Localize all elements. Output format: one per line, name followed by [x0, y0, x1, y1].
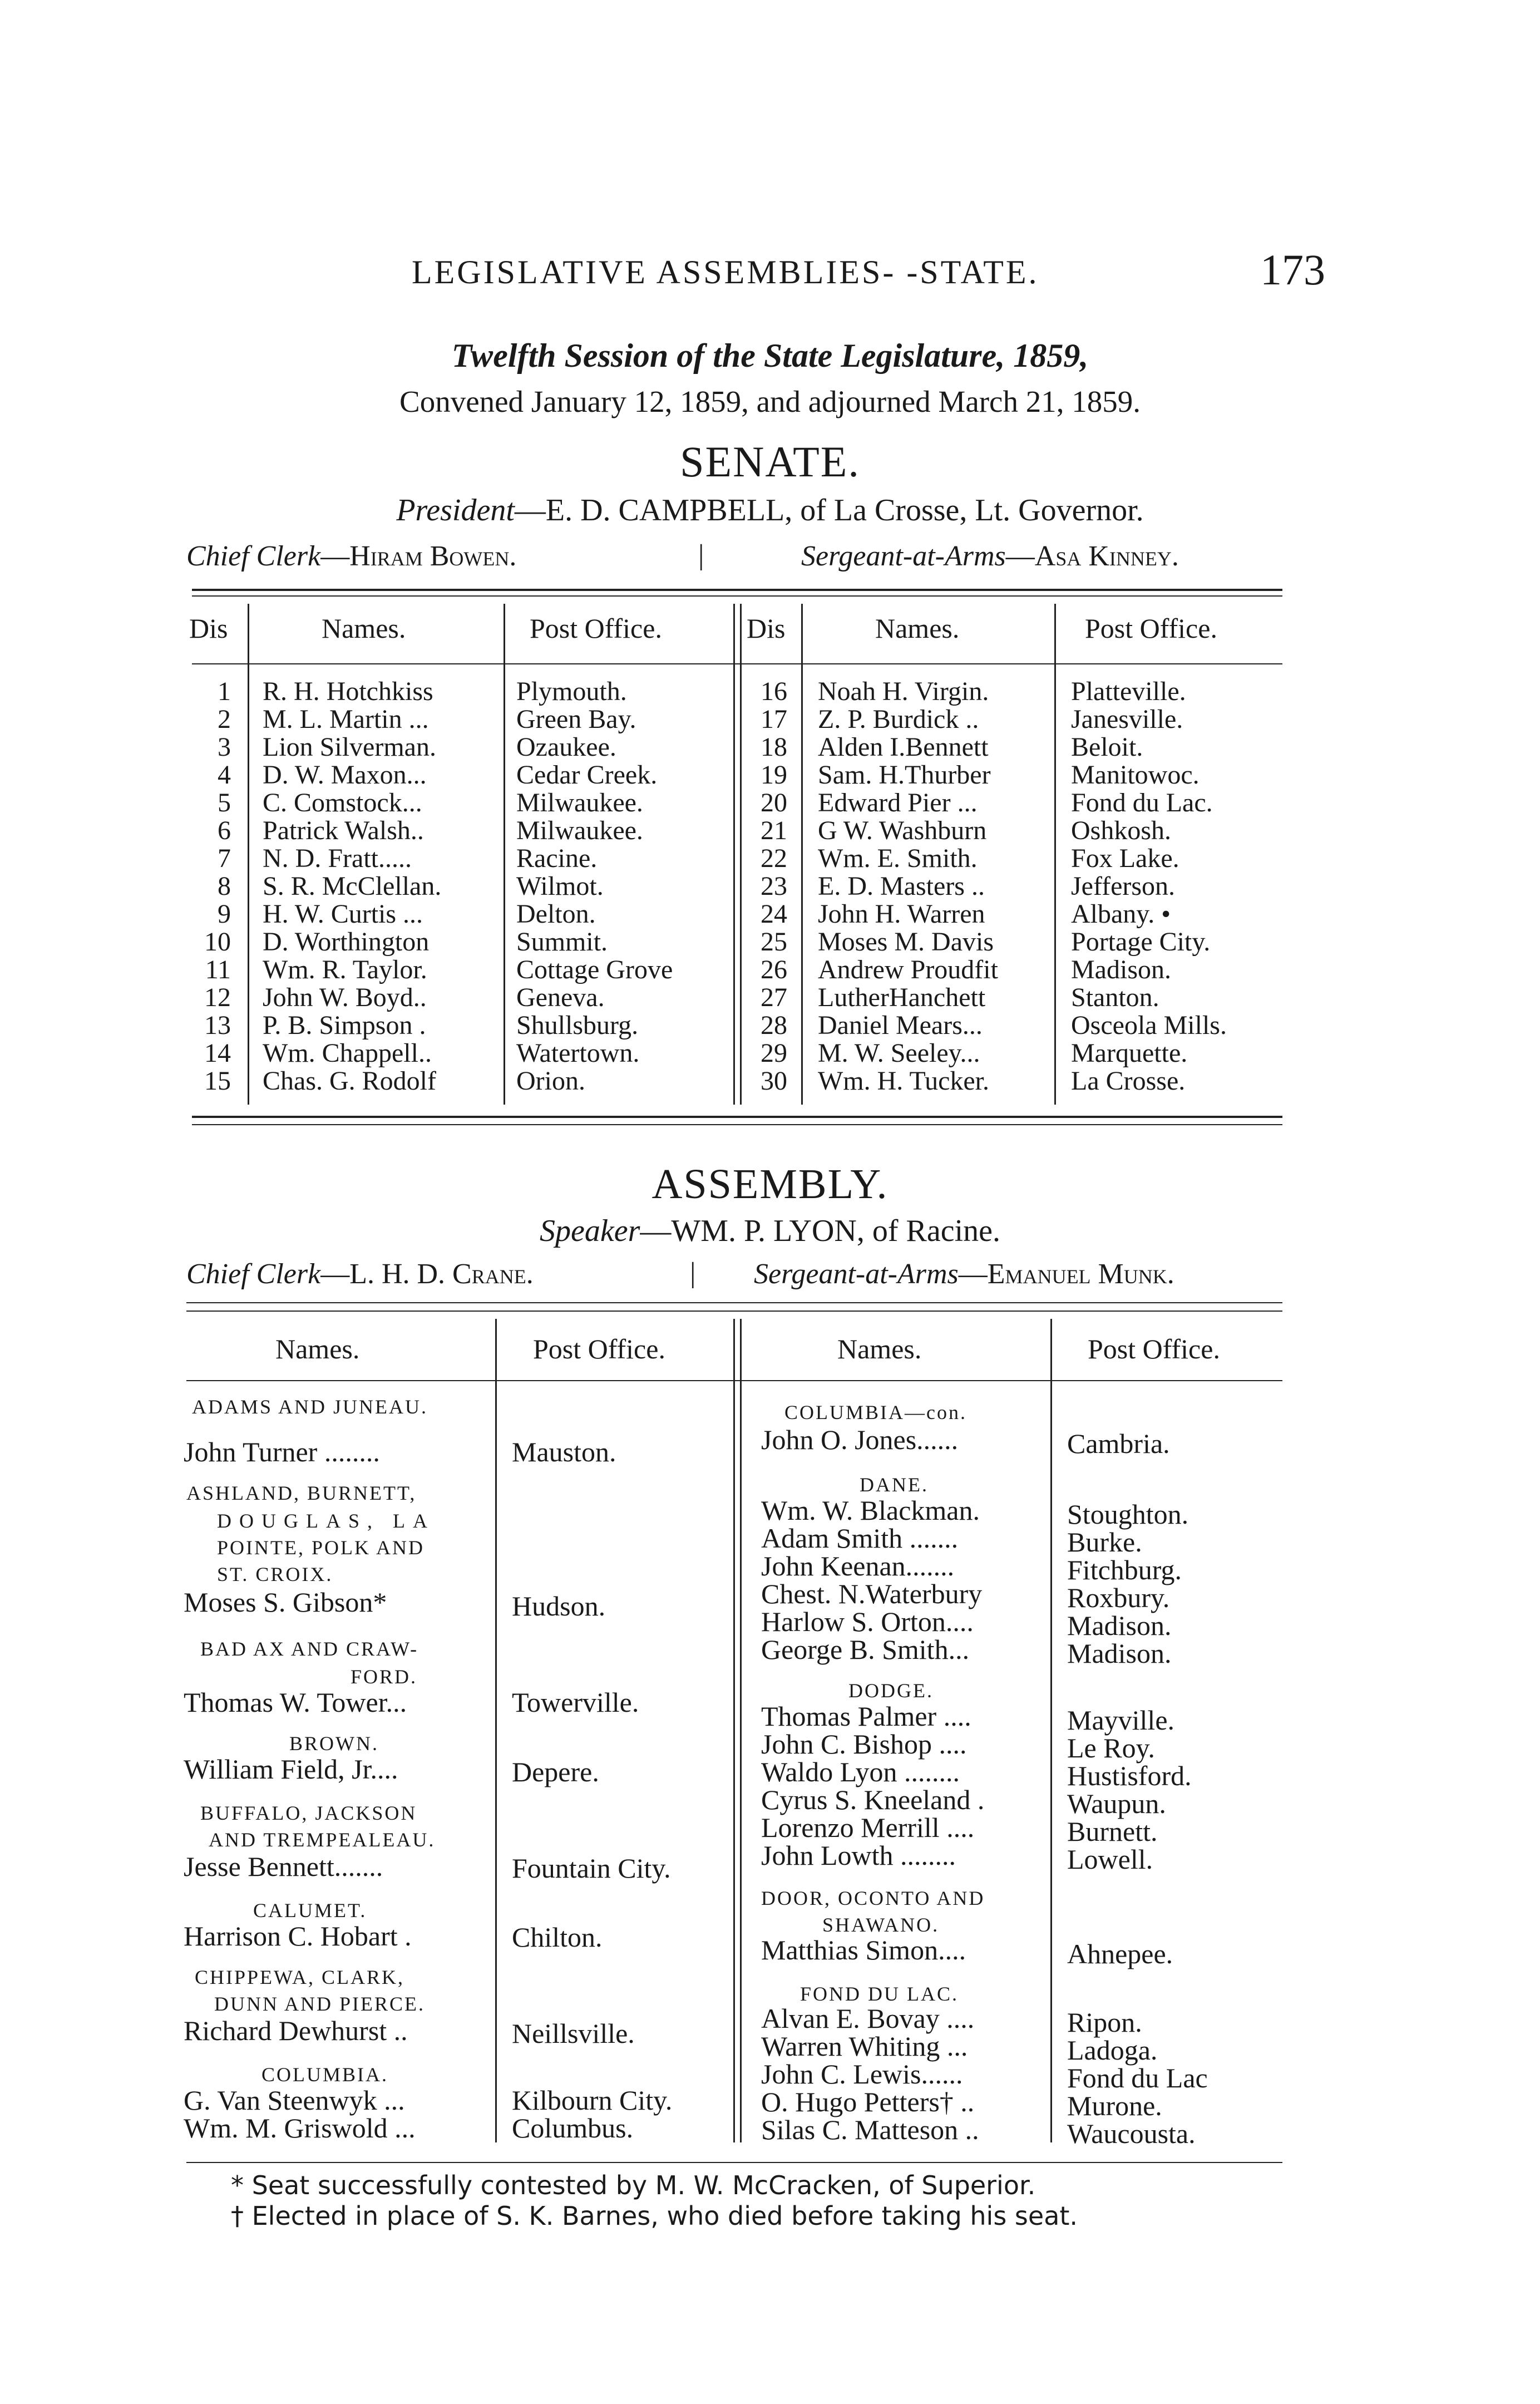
footnote: † Elected in place of S. K. Barnes, who died before taking his seat. [231, 2201, 1078, 2231]
member-name: Thomas W. Tower... [184, 1687, 407, 1718]
name-cell: R. H. Hotchkiss [263, 677, 433, 706]
name-cell: S. R. McClellan. [263, 871, 442, 901]
assembly-table-bottom-rule [186, 2162, 1282, 2163]
member-post-office: Hustisford. [1067, 1760, 1192, 1791]
dis-cell: 10 [204, 927, 231, 957]
assembly-table-top-rule [186, 1302, 1282, 1303]
county-heading: COLUMBIA. [261, 2063, 389, 2086]
president-label: President [396, 493, 515, 528]
member-name: Jesse Bennett....... [184, 1851, 383, 1882]
name-cell: G W. Washburn [818, 816, 987, 845]
dis-cell: 20 [761, 788, 787, 817]
dis-cell: 9 [218, 899, 231, 929]
member-name: Lorenzo Merrill .... [761, 1812, 975, 1843]
name-cell: Sam. H.Thurber [818, 760, 991, 790]
member-name: George B. Smith... [761, 1634, 970, 1665]
dis-cell: 7 [218, 844, 231, 873]
senate-clerk-label: Chief Clerk [186, 540, 321, 572]
name-cell: Andrew Proudfit [818, 955, 998, 984]
post-cell: Plymouth. [516, 677, 627, 706]
senate-col-divider [740, 604, 742, 1105]
name-cell: Wm. Chappell.. [263, 1038, 432, 1068]
county-heading: SHAWANO. [822, 1914, 940, 1936]
dis-cell: 5 [218, 788, 231, 817]
senate-table-top-rule-inner [192, 595, 1282, 597]
page-number: 173 [1260, 245, 1325, 294]
session-dates: Convened January 12, 1859, and adjourned March 21, 1859. [399, 385, 1141, 418]
post-cell: Cottage Grove [516, 955, 673, 984]
member-name: Cyrus S. Kneeland . [761, 1784, 985, 1815]
assembly-col-divider [1050, 1319, 1052, 2142]
senate-table-bottom-rule [192, 1116, 1282, 1118]
name-cell: Daniel Mears... [818, 1011, 983, 1040]
dis-cell: 11 [205, 955, 231, 984]
assembly-header-post-office: Post Office. [1088, 1333, 1220, 1364]
post-cell: Albany. • [1071, 899, 1171, 929]
post-cell: Marquette. [1071, 1038, 1188, 1068]
name-cell: Wm. H. Tucker. [818, 1066, 990, 1096]
name-cell: H. W. Curtis ... [263, 899, 423, 929]
name-cell: D. W. Maxon... [263, 760, 427, 790]
member-name: John Keenan....... [761, 1550, 955, 1582]
member-post-office: Mauston. [512, 1436, 616, 1467]
speaker-label: Speaker [540, 1214, 640, 1248]
senate-chief-clerk [186, 540, 516, 573]
session-title: Twelfth Session of the State Legislature, 1859, [451, 337, 1089, 374]
dis-cell: 12 [204, 983, 231, 1012]
county-heading: ADAMS AND JUNEAU. [192, 1396, 428, 1418]
officer-separator: | [698, 539, 704, 571]
post-cell: Osceola Mills. [1071, 1011, 1227, 1040]
post-cell: Summit. [516, 927, 608, 957]
member-post-office: Chilton. [512, 1922, 603, 1953]
member-name: Silas C. Matteson .. [761, 2114, 979, 2145]
senate-table-bottom-rule-inner [192, 1124, 1282, 1125]
name-cell: D. Worthington [263, 927, 430, 957]
member-post-office: Ahnepee. [1067, 1938, 1173, 1969]
post-cell: Milwaukee. [516, 816, 643, 845]
member-name: Warren Whiting ... [761, 2031, 968, 2062]
assembly-sergeant-at-arms [754, 1258, 1174, 1290]
county-heading: BROWN. [289, 1732, 379, 1755]
member-name: John C. Bishop .... [761, 1728, 967, 1760]
senate-table-top-rule [192, 589, 1282, 591]
name-cell: E. D. Masters .. [818, 871, 985, 901]
county-heading: FORD. [351, 1666, 418, 1688]
president-text: —E. D. CAMPBELL, of La Crosse, Lt. Governor. [514, 493, 1144, 528]
member-name: John O. Jones...... [761, 1424, 959, 1455]
name-cell: Lion Silverman. [263, 732, 436, 762]
county-heading: DOUGLAS, LA [217, 1510, 435, 1532]
post-cell: Stanton. [1071, 983, 1159, 1012]
member-post-office: Hudson. [512, 1590, 606, 1622]
member-post-office: Fond du Lac [1067, 2062, 1208, 2093]
assembly-clerk-label: Chief Clerk [186, 1258, 321, 1290]
member-name: Adam Smith ....... [761, 1523, 959, 1554]
dis-cell: 13 [204, 1011, 231, 1040]
dis-cell: 2 [218, 705, 231, 734]
member-post-office: Roxbury. [1067, 1582, 1170, 1613]
name-cell: LutherHanchett [818, 983, 986, 1012]
county-heading: ASHLAND, BURNETT, [186, 1482, 417, 1504]
dis-cell: 17 [761, 705, 787, 734]
county-heading: BAD AX AND CRAW- [200, 1638, 419, 1660]
county-heading: DANE. [860, 1474, 929, 1496]
member-post-office: Madison. [1067, 1610, 1172, 1641]
dis-cell: 24 [761, 899, 787, 929]
member-name: Harrison C. Hobart . [184, 1920, 412, 1952]
dis-cell: 14 [204, 1038, 231, 1068]
footnote: * Seat successfully contested by M. W. McCracken, of Superior. [231, 2170, 1036, 2200]
member-post-office: Madison. [1067, 1638, 1172, 1669]
dis-cell: 30 [761, 1066, 787, 1096]
member-post-office: Le Roy. [1067, 1732, 1155, 1763]
assembly-header-names: Names. [837, 1333, 922, 1364]
member-name: Wm. M. Griswold ... [184, 2112, 416, 2144]
member-post-office: Stoughton. [1067, 1499, 1189, 1530]
member-name: John Turner ........ [184, 1436, 380, 1467]
member-name: G. Van Steenwyk ... [184, 2085, 405, 2116]
post-cell: Watertown. [516, 1038, 640, 1068]
member-post-office: Ripon. [1067, 2007, 1142, 2038]
post-cell: Wilmot. [516, 871, 604, 901]
senate-col-divider [733, 604, 735, 1105]
post-cell: La Crosse. [1071, 1066, 1186, 1096]
county-heading: BUFFALO, JACKSON [200, 1802, 417, 1824]
member-name: John Lowth ........ [761, 1840, 956, 1871]
post-cell: Platteville. [1071, 677, 1186, 706]
member-post-office: Burke. [1067, 1526, 1142, 1558]
post-cell: Cedar Creek. [516, 760, 658, 790]
senate-clerk-name: —Hiram Bowen. [320, 540, 517, 572]
name-cell: M. W. Seeley... [818, 1038, 980, 1068]
dis-cell: 23 [761, 871, 787, 901]
senate-header-post-office: Post Office. [1085, 613, 1217, 644]
assembly-col-divider [495, 1319, 497, 2142]
speaker-text: —WM. P. LYON, of Racine. [640, 1214, 1000, 1248]
member-post-office: Waupun. [1067, 1788, 1166, 1819]
officer-separator: | [690, 1257, 696, 1289]
post-cell: Fox Lake. [1071, 844, 1179, 873]
senate-sergeant-label: Sergeant-at-Arms [801, 540, 1006, 572]
dis-cell: 18 [761, 732, 787, 762]
senate-header-post-office: Post Office. [530, 613, 662, 644]
dis-cell: 22 [761, 844, 787, 873]
name-cell: John W. Boyd.. [263, 983, 427, 1012]
name-cell: P. B. Simpson . [263, 1011, 426, 1040]
name-cell: Wm. R. Taylor. [263, 955, 427, 984]
name-cell: N. D. Fratt..... [263, 844, 412, 873]
member-name: John C. Lewis...... [761, 2058, 963, 2090]
member-name: Thomas Palmer .... [761, 1701, 971, 1732]
dis-cell: 19 [761, 760, 787, 790]
county-heading: POINTE, POLK AND [217, 1536, 425, 1559]
post-cell: Portage City. [1071, 927, 1211, 957]
name-cell: Moses M. Davis [818, 927, 994, 957]
member-post-office: Waucousta. [1067, 2118, 1196, 2149]
assembly-header-names: Names. [275, 1333, 360, 1364]
member-post-office: Neillsville. [512, 2018, 635, 2049]
post-cell: Racine. [516, 844, 598, 873]
member-name: Wm. W. Blackman. [761, 1495, 980, 1526]
name-cell: Alden I.Bennett [818, 732, 989, 762]
senate-sergeant-name: —Asa Kinney. [1005, 540, 1179, 572]
dis-cell: 25 [761, 927, 787, 957]
member-post-office: Fitchburg. [1067, 1554, 1182, 1585]
dis-cell: 28 [761, 1011, 787, 1040]
name-cell: M. L. Martin ... [263, 705, 429, 734]
senate-header-dis: Dis [747, 613, 786, 644]
assembly-col-divider [733, 1319, 735, 2142]
assembly-chief-clerk [186, 1258, 534, 1290]
assembly-sergeant-label: Sergeant-at-Arms [754, 1258, 959, 1290]
senate-table-header-rule [192, 663, 1282, 664]
senate-col-divider [504, 604, 505, 1105]
member-name: Harlow S. Orton.... [761, 1606, 974, 1637]
post-cell: Ozaukee. [516, 732, 616, 762]
dis-cell: 3 [218, 732, 231, 762]
dis-cell: 8 [218, 871, 231, 901]
name-cell: Chas. G. Rodolf [263, 1066, 436, 1096]
dis-cell: 1 [218, 677, 231, 706]
county-heading: FOND DU LAC. [800, 1983, 959, 2005]
post-cell: Beloit. [1071, 732, 1143, 762]
senate-header-names: Names. [322, 613, 406, 644]
member-post-office: Depere. [512, 1756, 599, 1787]
county-heading: CALUMET. [253, 1899, 367, 1922]
post-cell: Milwaukee. [516, 788, 643, 817]
senate-sergeant-at-arms [801, 540, 1179, 573]
member-name: Chest. N.Waterbury [761, 1578, 983, 1609]
assembly-header-post-office: Post Office. [533, 1333, 665, 1364]
member-post-office: Lowell. [1067, 1844, 1153, 1875]
dis-cell: 16 [761, 677, 787, 706]
post-cell: Manitowoc. [1071, 760, 1200, 790]
member-post-office: Ladoga. [1067, 2034, 1158, 2066]
name-cell: John H. Warren [818, 899, 985, 929]
senate-col-divider [248, 604, 249, 1105]
dis-cell: 21 [761, 816, 787, 845]
running-head: LEGISLATIVE ASSEMBLIES- -STATE. [412, 254, 1039, 290]
member-name: O. Hugo Petters† .. [761, 2086, 975, 2117]
dis-cell: 4 [218, 760, 231, 790]
member-post-office: Kilbourn City. [512, 2085, 673, 2116]
senate-president [0, 492, 1540, 528]
assembly-col-divider [740, 1319, 742, 2142]
post-cell: Oshkosh. [1071, 816, 1172, 845]
post-cell: Green Bay. [516, 705, 636, 734]
post-cell: Shullsburg. [516, 1011, 639, 1040]
post-cell: Madison. [1071, 955, 1171, 984]
post-cell: Orion. [516, 1066, 585, 1096]
assembly-heading: ASSEMBLY. [651, 1161, 889, 1208]
post-cell: Janesville. [1071, 705, 1183, 734]
post-cell: Geneva. [516, 983, 605, 1012]
member-post-office: Columbus. [512, 2112, 634, 2144]
post-cell: Fond du Lac. [1071, 788, 1213, 817]
post-cell: Jefferson. [1071, 871, 1176, 901]
county-heading: DOOR, OCONTO AND [761, 1887, 985, 1909]
county-heading: COLUMBIA—con. [784, 1401, 967, 1423]
name-cell: Wm. E. Smith. [818, 844, 978, 873]
senate-header-names: Names. [875, 613, 960, 644]
senate-col-divider [801, 604, 803, 1105]
name-cell: Patrick Walsh.. [263, 816, 424, 845]
name-cell: Edward Pier ... [818, 788, 978, 817]
member-post-office: Mayville. [1067, 1705, 1175, 1736]
member-name: Matthias Simon.... [761, 1934, 966, 1965]
assembly-clerk-name: —L. H. D. Crane. [320, 1258, 534, 1290]
member-post-office: Cambria. [1067, 1428, 1170, 1459]
senate-heading: SENATE. [680, 437, 860, 486]
member-name: Moses S. Gibson* [184, 1587, 387, 1618]
member-post-office: Murone. [1067, 2090, 1162, 2121]
member-name: Alvan E. Bovay .... [761, 2003, 975, 2034]
name-cell: Noah H. Virgin. [818, 677, 989, 706]
assembly-table-top-rule-inner [186, 1311, 1282, 1312]
member-name: William Field, Jr.... [184, 1753, 398, 1785]
county-heading: AND TREMPEALEAU. [209, 1829, 436, 1851]
dis-cell: 29 [761, 1038, 787, 1068]
name-cell: Z. P. Burdick .. [818, 705, 979, 734]
county-heading: CHIPPEWA, CLARK, [195, 1966, 405, 1988]
senate-col-divider [1054, 604, 1056, 1105]
county-heading: ST. CROIX. [217, 1563, 333, 1585]
post-cell: Delton. [516, 899, 596, 929]
assembly-speaker [0, 1213, 1540, 1249]
assembly-sergeant-name: —Emanuel Munk. [958, 1258, 1174, 1290]
member-post-office: Towerville. [512, 1687, 639, 1718]
member-name: Richard Dewhurst .. [184, 2015, 408, 2046]
member-post-office: Burnett. [1067, 1816, 1158, 1847]
name-cell: C. Comstock... [263, 788, 422, 817]
dis-cell: 27 [761, 983, 787, 1012]
member-post-office: Fountain City. [512, 1853, 671, 1884]
county-heading: DODGE. [848, 1679, 934, 1702]
member-name: Waldo Lyon ........ [761, 1756, 960, 1787]
dis-cell: 26 [761, 955, 787, 984]
senate-header-dis: Dis [189, 613, 228, 644]
dis-cell: 15 [204, 1066, 231, 1096]
dis-cell: 6 [218, 816, 231, 845]
county-heading: DUNN AND PIERCE. [214, 1993, 426, 2015]
